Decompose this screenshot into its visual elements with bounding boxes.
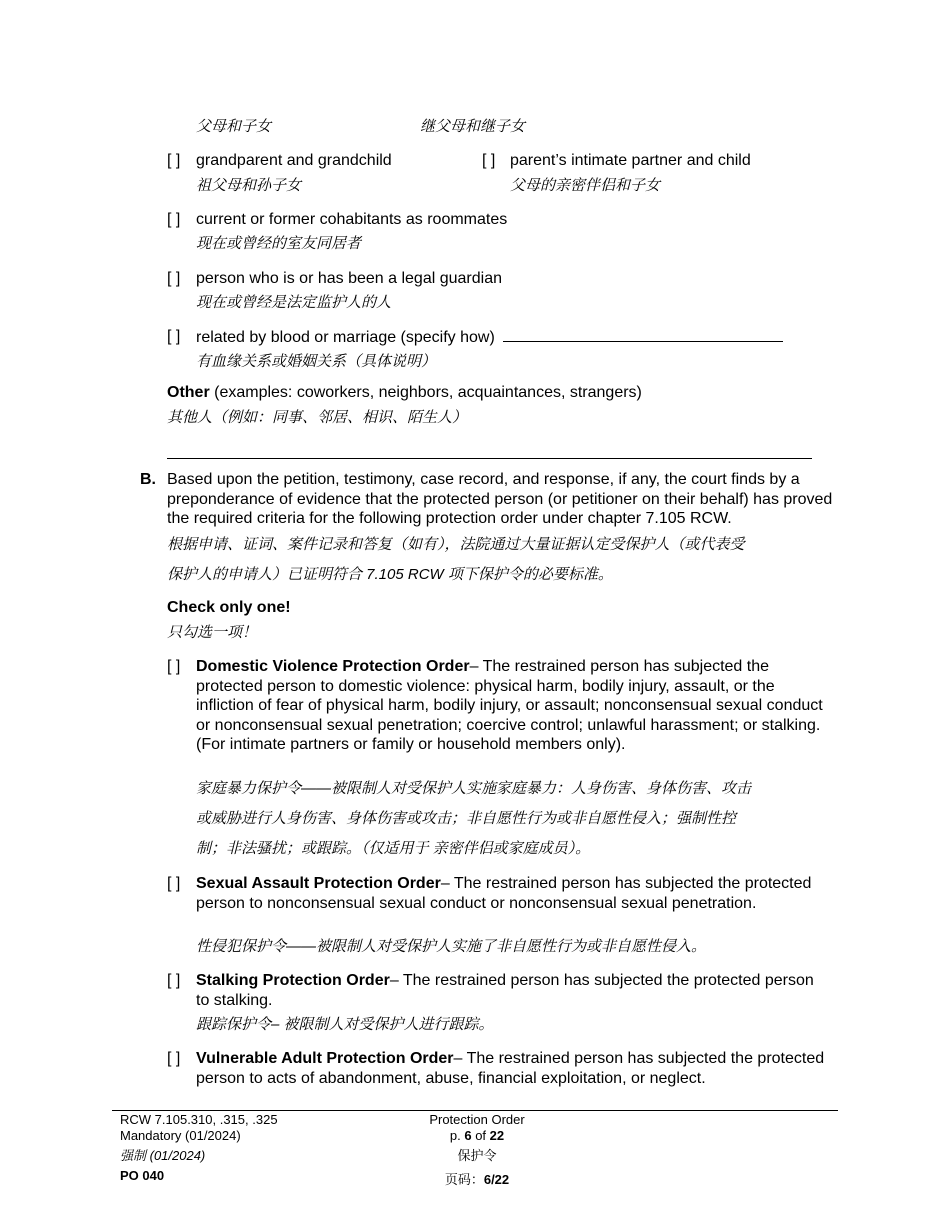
vulnerable-adult-order-text [196,1049,826,1088]
grandparent-label: grandparent and grandchild [196,152,392,169]
intimate-partner-checkbox[interactable]: [ ] [482,152,496,169]
other-zh: 其他人（例如：同事、邻居、相识、陌生人） [167,409,468,426]
guardian-zh: 现在或曾经是法定监护人的人 [196,294,392,311]
footer-rcw: RCW 7.105.310, .315, .325 [120,1112,278,1127]
cohabitants-label: current or former cohabitants as roommates [196,211,508,228]
stalking-order-checkbox[interactable]: [ ] [167,972,181,989]
footer-title-zh: 保护令 [457,1148,497,1163]
footer-mandatory-zh: 强制 (01/2024) [120,1148,206,1163]
blood-marriage-zh: 有血缘关系或婚姻关系（具体说明） [196,353,437,370]
section-b-zh-2: 保护人的申请人）已证明符合 7.105 RCW 项下保护令的必要标准。 [167,566,613,583]
stalking-order-desc: – The restrained person has subjected the protected person to stalking. [196,972,814,1009]
footer-form-number: PO 040 [120,1168,165,1183]
dv-order-zh-3: 制；非法骚扰；或跟踪。（仅适用于 亲密伴侣或家庭成员）。 [196,840,591,857]
sexual-assault-order-checkbox[interactable]: [ ] [167,875,181,892]
blood-marriage-label [196,327,783,347]
intimate-partner-label: parent’s intimate partner and child [510,152,751,169]
footer-divider [112,1110,838,1111]
blood-marriage-text: related by blood or marriage (specify how) [196,329,495,346]
cohabitants-zh: 现在或曾经的室友同居者 [196,235,362,252]
vulnerable-adult-order-desc: – The restrained person has subjected the protected person to acts of abandonment, abuse, financial exploitation, or neglect. [196,1050,825,1087]
blood-marriage-specify-field[interactable] [503,327,783,342]
other-line [167,383,642,402]
sexual-assault-order-title: Sexual Assault Protection Order [196,875,441,892]
other-examples: (examples: coworkers, neighbors, acquaintances, strangers) [214,384,642,401]
section-b-text: Based upon the petition, testimony, case record, and response, if any, the court finds by a preponderance of evidence that the protected person (or petitioner on their behalf) has proved the required criteria for the following protection order under chapter 7.105 RCW. [167,471,833,527]
sexual-assault-order-text [196,874,826,913]
grandparent-checkbox[interactable]: [ ] [167,152,181,169]
footer-page-zh: 页码：6/22 [444,1172,510,1187]
other-specify-field[interactable] [167,458,812,459]
section-b-letter: B. [140,471,156,488]
footer-title: Protection Order [429,1112,525,1127]
sexual-assault-order-zh: 性侵犯保护令——被限制人对受保护人实施了非自愿性行为或非自愿性侵入。 [196,938,707,955]
dv-order-zh-1: 家庭暴力保护令——被限制人对受保护人实施家庭暴力：人身伤害、身体伤害、攻击 [196,780,752,797]
dv-order-checkbox[interactable]: [ ] [167,658,181,675]
vulnerable-adult-order-title: Vulnerable Adult Protection Order [196,1050,454,1067]
dv-order-text [196,657,826,755]
blood-marriage-checkbox[interactable]: [ ] [167,328,181,345]
check-only-label: Check only one! [167,599,291,616]
stalking-order-text [196,971,826,1010]
stepparent-zh: 继父母和继子女 [420,118,526,135]
guardian-label: person who is or has been a legal guardian [196,270,502,287]
cohabitants-checkbox[interactable]: [ ] [167,211,181,228]
vulnerable-adult-order-checkbox[interactable]: [ ] [167,1050,181,1067]
intimate-partner-zh: 父母的亲密伴侣和子女 [510,177,661,194]
sexual-assault-order-desc: – The restrained person has subjected the protected person to nonconsensual sexual conduct or nonconsensual sexual penetration. [196,875,812,912]
stalking-order-zh: 跟踪保护令– 被限制人对受保护人进行跟踪。 [196,1016,494,1033]
grandparent-zh: 祖父母和孙子女 [196,177,302,194]
dv-order-desc: – The restrained person has subjected the protected person to domestic violence: physical harm, bodily injury, assault, or the infliction of fear of physical harm, bodily injury, or assault; nonconsensual sexual conduct or nonconsensual sexual penetration; coercive control; unlawful harassment; or stalking. (For intimate partners or family or household members only). [196,658,823,753]
check-only-zh: 只勾选一项！ [167,624,258,641]
footer-page: p. 6 of 22 [449,1128,505,1143]
dv-order-title: Domestic Violence Protection Order [196,658,470,675]
other-label: Other [167,384,210,401]
parent-child-zh: 父母和子女 [196,118,272,135]
guardian-checkbox[interactable]: [ ] [167,270,181,287]
stalking-order-title: Stalking Protection Order [196,972,390,989]
dv-order-zh-2: 或威胁进行人身伤害、身体伤害或攻击；非自愿性行为或非自愿性侵入；强制性控 [196,810,737,827]
section-b-zh-1: 根据申请、证词、案件记录和答复（如有），法院通过大量证据认定受保护人（或代表受 [167,536,745,553]
footer-mandatory: Mandatory (01/2024) [120,1128,241,1143]
